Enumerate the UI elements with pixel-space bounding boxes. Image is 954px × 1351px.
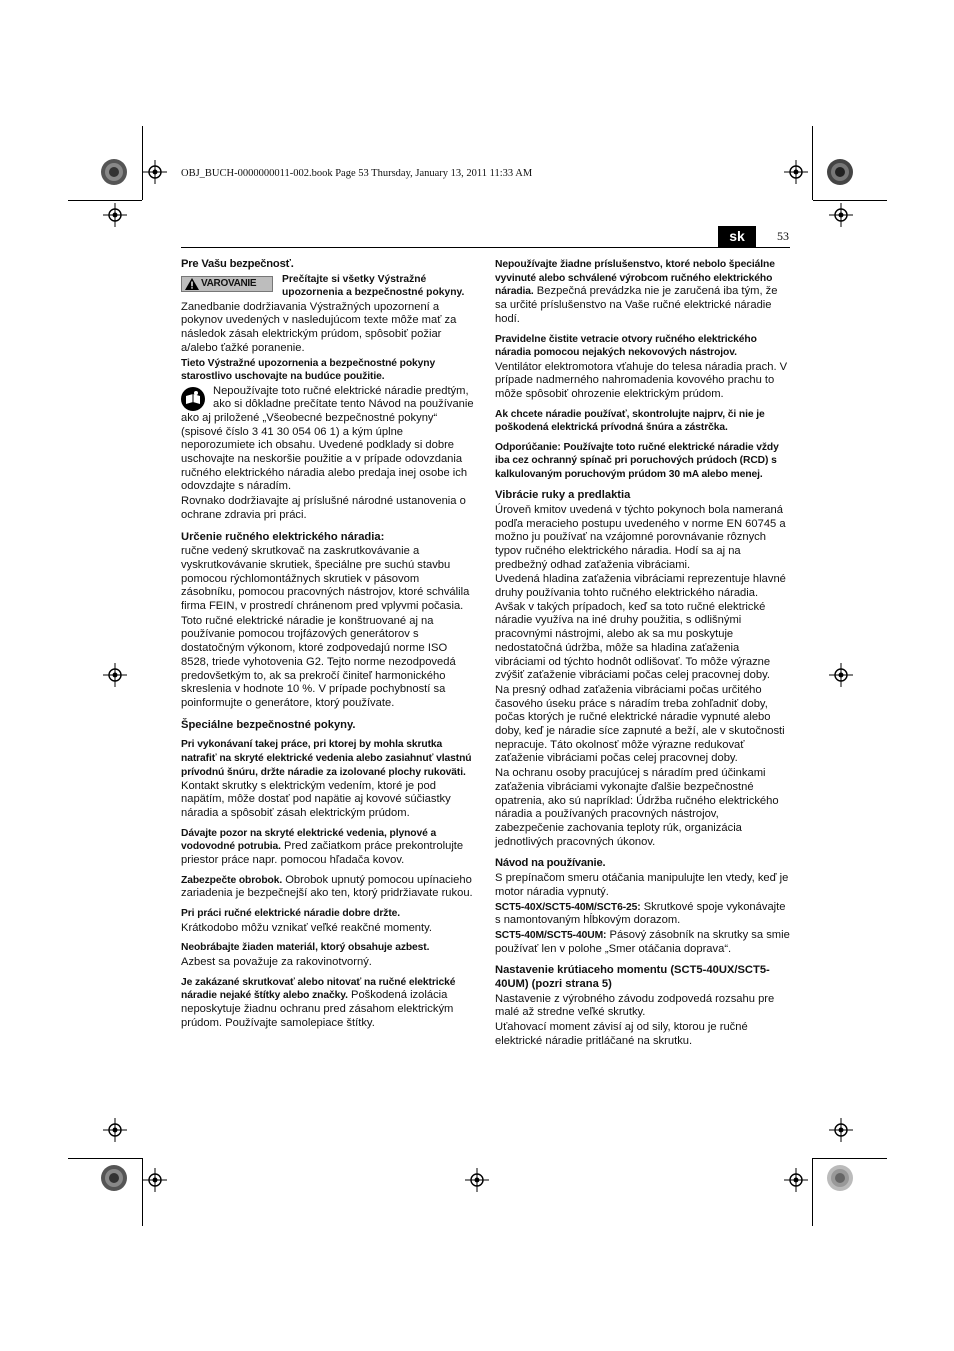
crop-mark xyxy=(68,200,142,201)
paragraph: Uvedená hladina zaťaženia vibráciami reprezentuje hlavné druhy používania tohto ručného elektrického náradia. Avšak v takých prípadoch, keď sa toto ručné elektrické náradie využíva na iné druhy použitia, s odlišnými pracovnými nástrojmi, alebo ak sa mu poskytuje nedostatočná údržba, môže sa hladina zaťaženia vibráciami od týchto hodnôt odlišovať. To môže výrazne zvýšiť zaťaženie vibráciami počas celej pracovnej doby. xyxy=(495,573,786,682)
safety-item-text: Ventilátor elektromotora vťahuje do telesa náradia prach. V prípade nadmerného nahromadenia kovového prachu to môže spôsobiť ohrozenie elektrickým prúdom. xyxy=(495,360,788,400)
color-rosette-icon xyxy=(100,1164,128,1192)
paragraph: Na ochranu osoby pracujúcej s náradím pred účinkami zaťaženia vibráciami vykonajte ďalšie bezpečnostné opatrenia, ako sú napríklad: Údržba ručného elektrického náradia a používaných pracovných nástrojov, zabezpečenie zachovania teploty rúk, organizácia jednotlivých pracovných úkonov. xyxy=(495,767,779,848)
page-number: 53 xyxy=(777,229,789,243)
safety-item xyxy=(181,874,476,901)
paragraph: Nastavenie z výrobného závodu zodpovedá rozsahu pre malé až stredne veľké skrutky. xyxy=(495,992,775,1019)
safety-item-bold: Zabezpečte obrobok. xyxy=(181,874,283,886)
paragraph: Úroveň kmitov uvedená v týchto pokynoch bola nameraná podľa meracieho postupu uvedeného v norme EN 60745 a možno ju používať na vzájomné porovnávanie rôznych typov ručného elektrického náradia. Hodí sa aj na predbežný odhad zaťaženia vibráciami. xyxy=(495,503,786,571)
warning-block xyxy=(181,273,476,299)
book-file-info: OBJ_BUCH-0000000011-002.book Page 53 Thursday, January 13, 2011 11:33 AM xyxy=(181,168,533,179)
registration-mark-icon xyxy=(103,203,127,227)
safety-item-text: Krátkodobo môžu vznikať veľké reakčné momenty. xyxy=(181,921,433,934)
registration-mark-icon xyxy=(784,160,808,184)
paragraph: S prepínačom smeru otáčania manipulujte len vtedy, keď je motor náradia vypnutý. xyxy=(495,872,789,898)
right-column xyxy=(495,258,790,1050)
read-manual-icon xyxy=(181,387,205,411)
safety-item-text: Obrobok upnutý pomocou upínacieho zariadenia je bezpečnejší ako ten, ktorý pridržiavate rukou. xyxy=(181,873,473,900)
subheading-special-safety: Špeciálne bezpečnostné pokyny. xyxy=(181,718,356,731)
safety-item-bold: Pri práci ručné elektrické náradie dobre držte. xyxy=(181,908,401,920)
warning-label: VAROVANIE xyxy=(201,278,257,290)
safety-item-bold: Odporúčanie: Používajte toto ručné elektrické náradie vždy iba cez ochranný spínač pri poruchových prúdoch (RCD) s kalkulovaným poruchovým prúdom 30 mA alebo menej. xyxy=(495,441,779,480)
left-column xyxy=(181,258,476,1031)
registration-mark-icon xyxy=(465,1168,489,1192)
registration-mark-icon xyxy=(103,1118,127,1142)
safety-item-bold: Neobrábajte žiaden materiál, ktorý obsahuje azbest. xyxy=(181,942,430,954)
paragraph: Uťahovací moment závisí aj od sily, ktorou je ručné elektrické náradie pritláčané na skrutku. xyxy=(495,1021,748,1047)
safety-item-bold: Pri vykonávaní takej práce, pri ktorej by mohla skrutka natrafiť na skryté elektrické vedenia alebo zasiahnuť vlastnú prívodnú šnúru, držte náradie za izolované plochy rukoväti. xyxy=(181,739,472,778)
warning-triangle-icon xyxy=(185,278,199,290)
subheading-intended-use: Určenie ručného elektrického náradia: xyxy=(181,530,385,543)
warning-text: Prečítajte si všetky Výstražné upozornenia a bezpečnostné pokyny. xyxy=(282,273,465,298)
subheading-vibration: Vibrácie ruky a predlaktia xyxy=(495,489,631,502)
safety-item-bold: Je zakázané skrutkovať alebo nitovať na ručné elektrické náradie nejaké štítky alebo značky. xyxy=(181,976,456,1002)
registration-mark-icon xyxy=(103,663,127,687)
safety-item xyxy=(181,827,476,868)
safety-item xyxy=(181,738,476,820)
safety-item-bold: Nepoužívajte žiadne príslušenstvo, ktoré nebolo špeciálne vyvinuté alebo schválené výrobcom ručného elektrického náradia. xyxy=(495,259,775,298)
safety-item-text: Kontakt skrutky s elektrickým vedením, ktoré je pod napätím, môže dostať pod napätie aj kovové súčiastky náradia a spôsobiť zásah elektrickým prúdom. xyxy=(181,779,451,819)
registration-mark-icon xyxy=(784,1168,808,1192)
paragraph xyxy=(495,901,790,928)
paragraph: Toto ručné elektrické náradie je konštruované aj na používanie pomocou trojfázových generátorov s dostatočným výkonom, ktoré zodpovedajú norme ISO 8528, triede vyhotovenia G2. Tejto norme nezodpovedá predovšetkým to, ak sa prekročí činiteľ harmonického skreslenia v hodnote 10 %. V prípade pochybností sa poinformujte o generátore, ktorý používate. xyxy=(181,614,456,709)
crop-mark xyxy=(812,1158,813,1226)
read-manual-block xyxy=(181,385,476,495)
section-title: Pre Vašu bezpečnosť. xyxy=(181,258,294,270)
registration-mark-icon xyxy=(829,1118,853,1142)
paragraph-text: Skrutkové spoje vykonávajte s namontovaným hĺbkovým dorazom. xyxy=(495,900,786,927)
registration-mark-icon xyxy=(143,160,167,184)
paragraph: ručne vedený skrutkovač na zaskrutkovávanie a vyskrutkovávanie skrutiek, špeciálne pre suchú stavbu pomocou rýchlomontážnych skrutiek v pásovom zásobníku, pomocou pracovných nástrojov, ktoré schválila firma FEIN, v prostredí chránenom pred vplyvmi počasia. xyxy=(181,545,470,613)
color-rosette-icon xyxy=(826,158,854,186)
header-rule xyxy=(181,247,790,248)
paragraph: Nepoužívajte toto ručné elektrické náradie predtým, ako si dôkladne prečítate tento Návod na používanie ako aj priložené „Všeobecné bezpečnostné pokyny“ (spisové číslo 3 41 30 054 06 1) a kým úplne neporozumiete ich obsahu. Uvedené podklady si dobre uschovajte na neskoršie použitie a v prípade odovzdania ručného elektrického náradia alebo predaja inej osobe ich odovzdajte s náradím. xyxy=(181,384,474,493)
registration-mark-icon xyxy=(829,203,853,227)
safety-item-bold: Pravidelne čistite vetracie otvory ručného elektrického náradia pomocou nejakých nekovových nástrojov. xyxy=(495,333,757,359)
paragraph xyxy=(495,929,790,956)
safety-item xyxy=(181,976,476,1031)
safety-item-bold: Ak chcete náradie používať, skontrolujte najprv, či nie je poškodená elektrická prívodná šnúra a zástrčka. xyxy=(495,408,765,434)
model-label: SCT5-40M/SCT5-40UM: xyxy=(495,929,607,941)
crop-mark xyxy=(68,1158,142,1159)
safety-item-text: Pred začiatkom práce prekontrolujte priestor práce napr. pomocou hľadača kovov. xyxy=(181,840,464,867)
safety-item xyxy=(495,258,790,327)
warning-badge xyxy=(181,276,273,292)
paragraph-text: Pásový zásobník na skrutky sa smie používať len v polohe „Smer otáčania doprava“. xyxy=(495,928,790,955)
crop-mark xyxy=(813,1158,887,1159)
crop-mark xyxy=(812,126,813,200)
safety-item-text: Azbest sa považuje za rakovinotvorný. xyxy=(181,955,372,968)
safety-item-text: Poškodená izolácia neposkytuje žiadnu ochranu pred zásahom elektrickým prúdom. Používajte samolepiace štítky. xyxy=(181,989,454,1029)
paragraph: Na presný odhad zaťaženia vibráciami počas určitého časového úseku práce s náradím treba zohľadniť doby, počas ktorých je ručné elektrické náradie vypnuté alebo doby, keď je náradie síce zapnuté a beží, ale v skutočnosti nepracuje. Táto okolnosť môže výrazne redukovať zaťaženie vibráciami počas celej pracovnej doby. xyxy=(495,683,785,765)
paragraph-bold: Tieto Výstražné upozornenia a bezpečnostné pokyny starostlivo uschovajte na budúce použitie. xyxy=(181,357,436,383)
paragraph: Zanedbanie dodržiavania Výstražných upozornení a pokynov uvedených v nasledujúcom texte môže mať za následok zásah elektrickým prúdom, spôsobiť požiar a/alebo ťažké poranenie. xyxy=(181,300,457,354)
safety-item-text: Bezpečná prevádzka nie je zaručená iba tým, že sa určité príslušenstvo na Vaše ručné elektrické náradie hodí. xyxy=(495,285,778,325)
registration-mark-icon xyxy=(829,663,853,687)
paragraph: Rovnako dodržiavajte aj príslušné národné ustanovenia o ochrane zdravia pri práci. xyxy=(181,495,466,521)
crop-mark xyxy=(813,200,887,201)
color-rosette-icon xyxy=(826,1164,854,1192)
language-badge: sk xyxy=(718,226,756,247)
safety-item-bold: Dávajte pozor na skryté elektrické vedenia, plynové a vodovodné potrubia. xyxy=(181,827,437,853)
section-title-operating: Návod na používanie. xyxy=(495,857,606,870)
subheading-torque: Nastavenie krútiaceho momentu (SCT5-40UX/SCT5-40UM) (pozri strana 5) xyxy=(495,964,770,991)
color-rosette-icon xyxy=(100,158,128,186)
registration-mark-icon xyxy=(143,1168,167,1192)
model-label: SCT5-40X/SCT5-40M/SCT6-25: xyxy=(495,901,641,913)
